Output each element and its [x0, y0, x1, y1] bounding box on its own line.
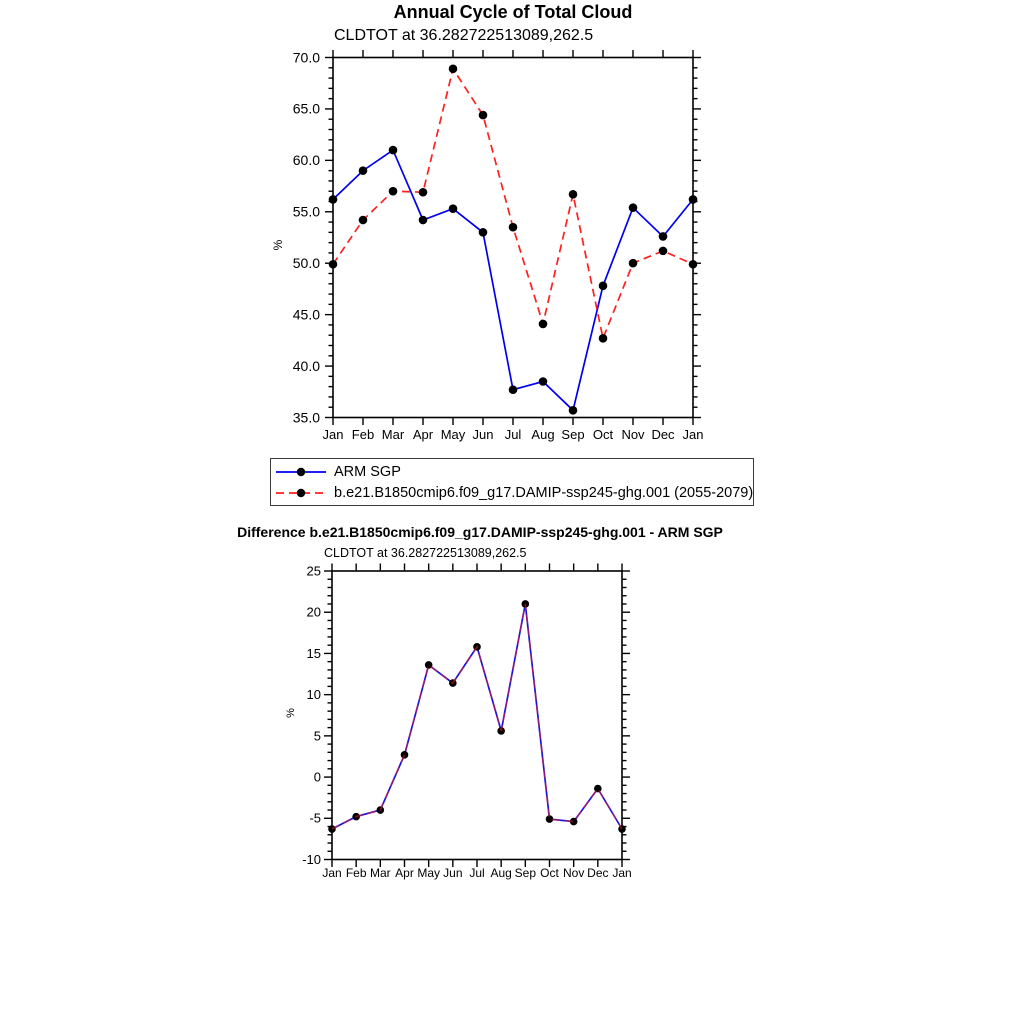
- y-tick-label: 60.0: [292, 152, 320, 169]
- chart2-subtitle: CLDTOT at 36.282722513089,262.5: [324, 546, 527, 560]
- series-line-1: [333, 69, 693, 339]
- y-tick-label: 5: [313, 728, 321, 744]
- legend-sample-marker: [297, 467, 305, 475]
- series-marker: [689, 260, 698, 269]
- x-tick-label: May: [417, 866, 441, 880]
- legend-line-sample-dashed: [274, 485, 330, 501]
- x-tick-label: Nov: [562, 866, 585, 880]
- series-marker: [479, 111, 488, 120]
- series-line-0: [333, 150, 693, 410]
- y-tick-label: 40.0: [292, 357, 320, 374]
- y-tick-label: 10: [306, 687, 321, 703]
- series-marker: [479, 228, 488, 237]
- series-marker: [359, 216, 368, 225]
- series-marker: [689, 195, 698, 204]
- x-tick-label: Dec: [651, 427, 675, 442]
- y-tick-label: 55.0: [292, 203, 320, 220]
- series-line-1: [332, 604, 622, 829]
- x-tick-label: May: [440, 427, 466, 442]
- y-tick-label: -10: [302, 851, 321, 867]
- series-marker: [618, 825, 626, 833]
- x-tick-label: Sep: [514, 866, 537, 880]
- legend-row-model: [271, 482, 753, 503]
- y-axis-label: %: [285, 708, 297, 718]
- series-marker: [569, 406, 578, 415]
- chart1-subtitle: CLDTOT at 36.282722513089,262.5: [334, 27, 594, 44]
- series-marker: [629, 203, 638, 212]
- series-marker: [419, 216, 428, 225]
- series-marker: [389, 187, 398, 196]
- x-tick-label: Jun: [443, 866, 463, 880]
- series-marker: [569, 190, 578, 199]
- series-marker: [599, 334, 608, 343]
- legend-label-arm-sgp: ARM SGP: [334, 463, 401, 480]
- chart-plot-0: [271, 49, 703, 442]
- series-marker: [329, 195, 338, 204]
- legend-line-sample-solid: [274, 464, 330, 480]
- series-marker: [659, 247, 668, 256]
- x-tick-label: Mar: [381, 427, 405, 442]
- series-marker: [359, 166, 368, 175]
- x-tick-label: Apr: [412, 427, 434, 442]
- y-tick-label: 20: [306, 604, 321, 620]
- series-marker: [599, 282, 608, 291]
- y-tick-label: 25: [306, 563, 321, 579]
- legend-row-arm-sgp: [271, 461, 753, 482]
- series-marker: [328, 825, 336, 833]
- legend-sample-marker: [297, 488, 305, 496]
- y-tick-label: 35.0: [292, 409, 320, 426]
- x-tick-label: Jan: [682, 427, 704, 442]
- x-tick-label: Apr: [395, 866, 414, 880]
- x-tick-label: Feb: [345, 866, 367, 880]
- x-tick-label: Jan: [322, 427, 344, 442]
- series-marker: [389, 146, 398, 155]
- series-line-0: [332, 604, 622, 829]
- series-marker: [629, 259, 638, 268]
- series-marker: [449, 65, 458, 74]
- x-tick-label: Sep: [561, 427, 585, 442]
- series-marker: [509, 223, 518, 232]
- x-tick-label: Dec: [587, 866, 609, 880]
- y-axis-label: %: [271, 239, 285, 251]
- series-marker: [419, 188, 428, 197]
- x-tick-label: Jun: [472, 427, 494, 442]
- y-tick-label: 50.0: [292, 254, 320, 271]
- series-marker: [449, 204, 458, 213]
- x-tick-label: Aug: [490, 866, 512, 880]
- chart2-title: Difference b.e21.B1850cmip6.f09_g17.DAMIP-ssp245-ghg.001 - ARM SGP: [237, 524, 723, 540]
- x-tick-label: Oct: [592, 427, 614, 442]
- x-tick-label: Jul: [469, 866, 485, 880]
- y-tick-label: -5: [309, 810, 321, 826]
- x-tick-label: Feb: [351, 427, 375, 442]
- series-marker: [659, 232, 668, 241]
- chart-plot-1: [285, 563, 632, 880]
- chart1-title: Annual Cycle of Total Cloud: [393, 2, 633, 22]
- y-tick-label: 15: [306, 645, 321, 661]
- series-marker: [401, 751, 409, 759]
- series-marker: [539, 377, 548, 386]
- y-tick-label: 70.0: [292, 49, 320, 66]
- x-tick-label: Jan: [612, 866, 632, 880]
- x-tick-label: Nov: [621, 427, 645, 442]
- x-tick-label: Oct: [540, 866, 559, 880]
- series-marker: [539, 320, 548, 329]
- series-marker: [329, 260, 338, 269]
- x-tick-label: Jul: [504, 427, 522, 442]
- x-tick-label: Aug: [531, 427, 555, 442]
- legend: [270, 458, 754, 506]
- y-tick-label: 65.0: [292, 100, 320, 117]
- x-tick-label: Jan: [322, 866, 342, 880]
- x-tick-label: Mar: [369, 866, 391, 880]
- y-tick-label: 0: [313, 769, 321, 785]
- legend-label-model: b.e21.B1850cmip6.f09_g17.DAMIP-ssp245-ghg.001 (2055-2079): [334, 484, 754, 501]
- plot-frame: [333, 58, 693, 418]
- series-marker: [509, 385, 518, 394]
- y-tick-label: 45.0: [292, 306, 320, 323]
